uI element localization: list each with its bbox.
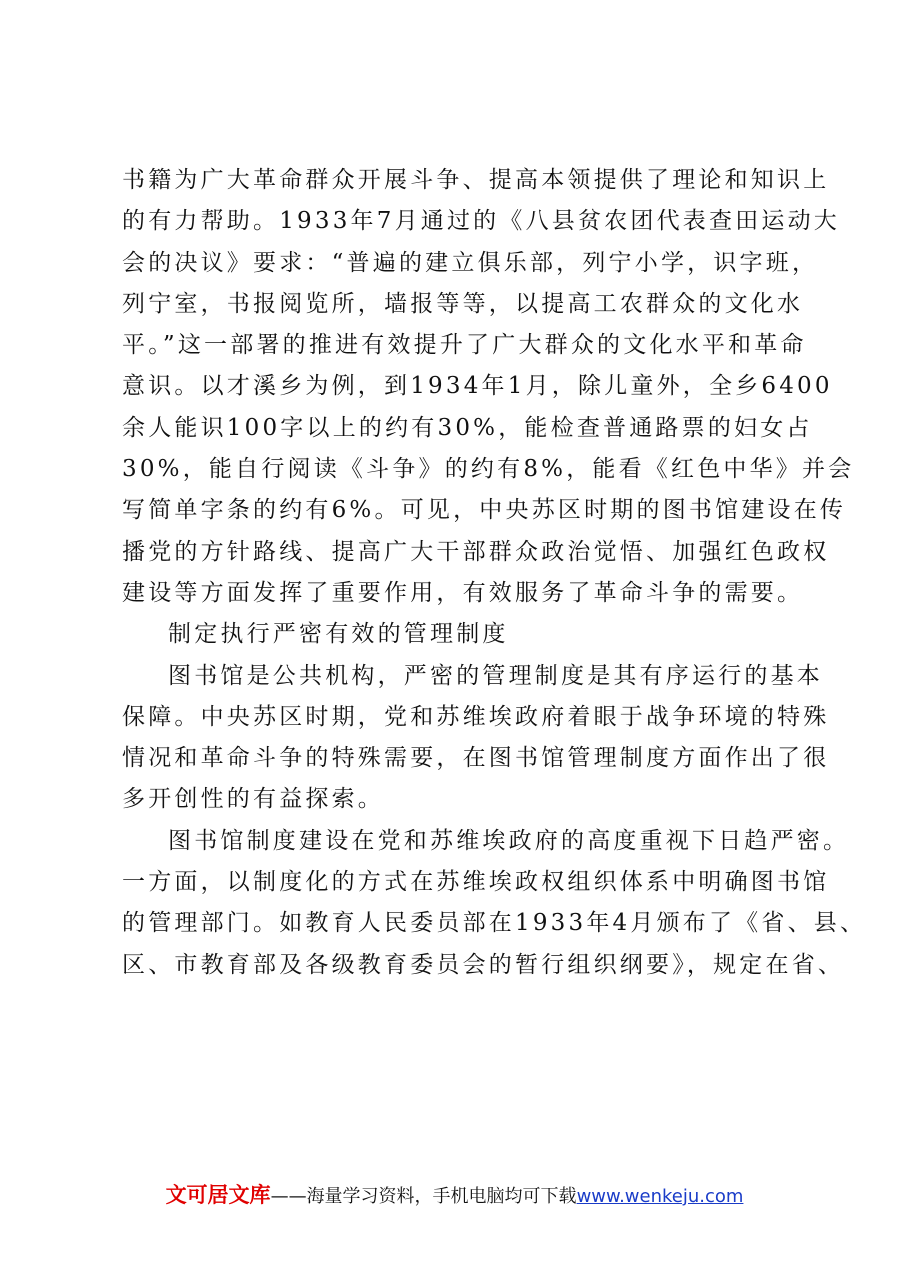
footer-tagline: ——海量学习资料，手机电脑均可下载 (270, 1186, 577, 1207)
paragraph-line: 播党的方针路线、提高广大干部群众政治觉悟、加强红色政权 (122, 538, 830, 565)
paragraph-line: 图书馆是公共机构，严密的管理制度是其有序运行的基本 (168, 662, 823, 689)
section-heading: 制定执行严密有效的管理制度 (168, 621, 509, 648)
body-text (122, 160, 867, 986)
paragraph-line: 建设等方面发挥了重要作用，有效服务了革命斗争的需要。 (122, 579, 804, 606)
paragraph-line: 图书馆制度建设在党和苏维埃政府的高度重视下日趋严密。 (168, 827, 850, 854)
paragraph-line: 的管理部门。如教育人民委员部在1933年4月颁布了《省、县、 (122, 910, 867, 937)
paragraph-line: 列宁室，书报阅览所，墙报等等，以提高工农群众的文化水 (122, 290, 804, 317)
paragraph-line: 平。”这一部署的推进有效提升了广大群众的文化水平和革命 (122, 332, 807, 359)
paragraph-line: 写简单字条的约有6%。可见，中央苏区时期的图书馆建设在传 (122, 497, 847, 524)
paragraph-line: 一方面，以制度化的方式在苏维埃政权组织体系中明确图书馆 (122, 869, 830, 896)
paragraph-line: 会的决议》要求：“普遍的建立俱乐部，列宁小学，识字班， (122, 249, 819, 276)
brand-name: 文可居文库 (165, 1183, 271, 1207)
paragraph-line: 余人能识100字以上的约有30%，能检查普通路票的妇女占 (122, 414, 813, 441)
paragraph-line: 保障。中央苏区时期，党和苏维埃政府着眼于战争环境的特殊 (122, 703, 830, 730)
paragraph-line: 情况和革命斗争的特殊需要，在图书馆管理制度方面作出了很 (122, 745, 830, 772)
paragraph-line: 30%，能自行阅读《斗争》的约有8%，能看《红色中华》并会 (122, 456, 855, 483)
website-link[interactable]: www.wenkeju.com (576, 1186, 744, 1207)
paragraph-line: 区、市教育部及各级教育委员会的暂行组织纲要》，规定在省、 (122, 951, 845, 978)
footer-banner (0, 1180, 909, 1212)
paragraph-line: 多开创性的有益探索。 (122, 786, 384, 813)
paragraph-line: 的有力帮助。1933年7月通过的《八县贫农团代表查田运动大 (122, 208, 840, 235)
paragraph-line: 书籍为广大革命群众开展斗争、提高本领提供了理论和知识上 (122, 167, 830, 193)
paragraph-line: 意识。以才溪乡为例，到1934年1月，除儿童外，全乡6400 (122, 373, 833, 400)
